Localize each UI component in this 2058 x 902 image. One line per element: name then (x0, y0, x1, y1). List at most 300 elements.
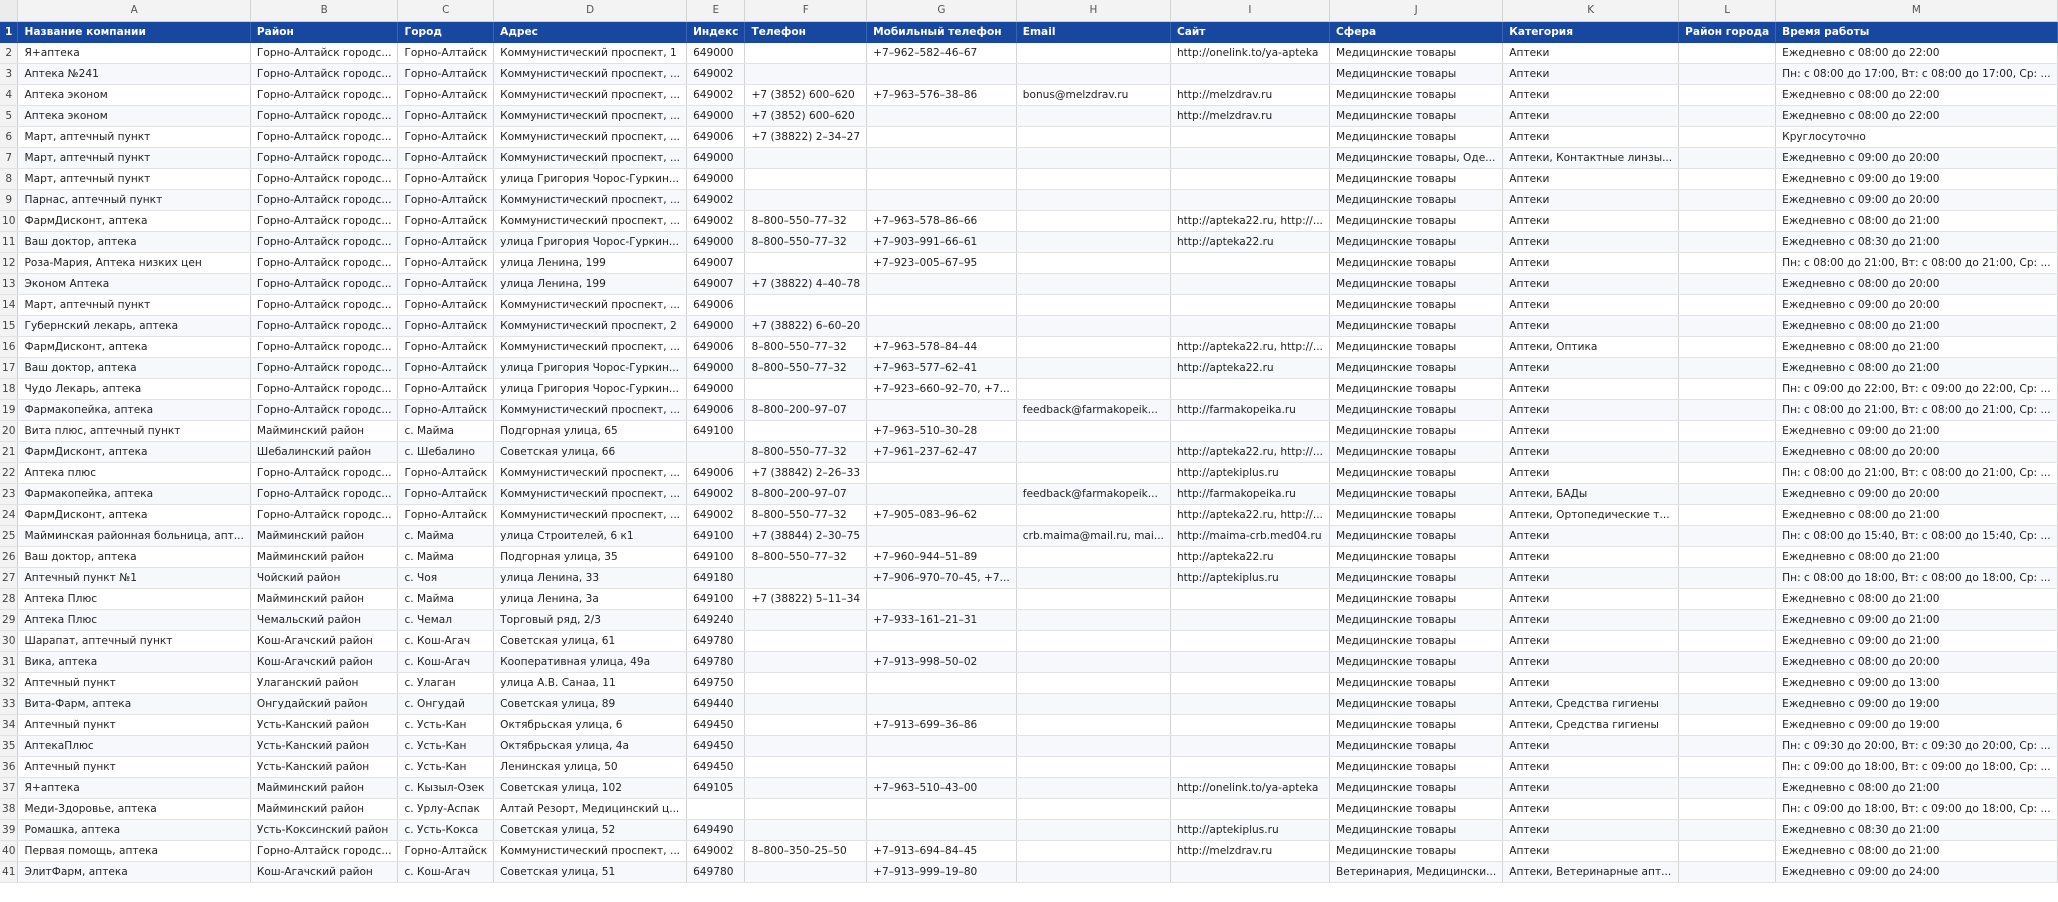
table-cell[interactable]: Медицинские товары (1329, 399, 1502, 420)
table-cell[interactable]: Аптеки (1503, 168, 1679, 189)
table-cell[interactable]: +7 (38844) 2–30–75 (745, 525, 867, 546)
table-cell[interactable] (1016, 756, 1170, 777)
header-cell[interactable]: Сайт (1170, 21, 1329, 42)
table-cell[interactable]: Кош-Агачский район (250, 861, 398, 882)
table-cell[interactable]: http://maima-crb.med04.ru (1170, 525, 1329, 546)
table-cell[interactable]: +7–905–083–96–62 (867, 504, 1017, 525)
table-cell[interactable] (1679, 777, 1776, 798)
table-cell[interactable]: 8–800–550–77–32 (745, 441, 867, 462)
table-cell[interactable]: Ежедневно с 08:00 до 21:00 (1776, 840, 2057, 861)
table-cell[interactable]: Горно-Алтайск (398, 294, 494, 315)
table-cell[interactable] (1016, 105, 1170, 126)
table-cell[interactable]: с. Онгудай (398, 693, 494, 714)
table-cell[interactable]: Аптеки (1503, 189, 1679, 210)
table-cell[interactable] (1016, 546, 1170, 567)
table-cell[interactable]: Ежедневно с 08:30 до 21:00 (1776, 231, 2057, 252)
table-cell[interactable]: +7–903–991–66–61 (867, 231, 1017, 252)
table-cell[interactable]: http://apteka22.ru, http://... (1170, 336, 1329, 357)
table-cell[interactable]: Улаганский район (250, 672, 398, 693)
table-cell[interactable]: Горно-Алтайск (398, 273, 494, 294)
table-cell[interactable] (1679, 504, 1776, 525)
table-cell[interactable]: с. Майма (398, 546, 494, 567)
table-cell[interactable]: Горно-Алтайск городс... (250, 126, 398, 147)
table-cell[interactable]: Вика, аптека (18, 651, 250, 672)
table-cell[interactable]: +7–913–694–84–45 (867, 840, 1017, 861)
table-cell[interactable]: 649006 (687, 399, 745, 420)
table-cell[interactable] (867, 756, 1017, 777)
table-cell[interactable] (1016, 168, 1170, 189)
table-cell[interactable]: Ежедневно с 09:00 до 20:00 (1776, 189, 2057, 210)
table-cell[interactable]: Усть-Канский район (250, 756, 398, 777)
row-number[interactable]: 24 (0, 504, 18, 525)
row-number[interactable]: 23 (0, 483, 18, 504)
table-cell[interactable] (745, 252, 867, 273)
table-cell[interactable] (1016, 189, 1170, 210)
table-cell[interactable]: http://apteka22.ru, http://... (1170, 210, 1329, 231)
table-cell[interactable]: Пн: с 08:00 до 21:00, Вт: с 08:00 до 21:00, Ср: ... (1776, 252, 2057, 273)
table-cell[interactable]: Майминский район (250, 420, 398, 441)
table-cell[interactable]: Март, аптечный пункт (18, 126, 250, 147)
table-cell[interactable]: улица А.В. Санаа, 11 (494, 672, 687, 693)
table-cell[interactable]: Горно-Алтайск городс... (250, 357, 398, 378)
table-cell[interactable]: Чудо Лекарь, аптека (18, 378, 250, 399)
row-number[interactable]: 27 (0, 567, 18, 588)
table-cell[interactable]: Медицинские товары (1329, 546, 1502, 567)
column-header-g[interactable]: G (867, 0, 1017, 21)
table-cell[interactable]: Чемальский район (250, 609, 398, 630)
table-cell[interactable]: Медицинские товары (1329, 588, 1502, 609)
table-cell[interactable]: Горно-Алтайск городс... (250, 294, 398, 315)
table-cell[interactable]: Март, аптечный пункт (18, 294, 250, 315)
table-cell[interactable]: Первая помощь, аптека (18, 840, 250, 861)
table-cell[interactable] (1679, 168, 1776, 189)
table-cell[interactable]: http://farmakopeika.ru (1170, 483, 1329, 504)
table-cell[interactable]: Ежедневно с 09:00 до 24:00 (1776, 861, 2057, 882)
table-cell[interactable] (1679, 105, 1776, 126)
table-cell[interactable] (867, 630, 1017, 651)
table-cell[interactable]: http://apteka22.ru (1170, 357, 1329, 378)
table-cell[interactable]: Аптеки, БАДы (1503, 483, 1679, 504)
table-cell[interactable]: с. Усть-Кокса (398, 819, 494, 840)
table-cell[interactable]: +7–963–510–30–28 (867, 420, 1017, 441)
row-number[interactable]: 6 (0, 126, 18, 147)
table-cell[interactable]: +7–963–578–86–66 (867, 210, 1017, 231)
table-cell[interactable]: +7–913–699–36–86 (867, 714, 1017, 735)
table-cell[interactable] (1679, 693, 1776, 714)
table-cell[interactable]: Пн: с 08:00 до 18:00, Вт: с 08:00 до 18:00, Ср: ... (1776, 567, 2057, 588)
table-cell[interactable]: с. Кызыл-Озек (398, 777, 494, 798)
table-cell[interactable]: Медицинские товары (1329, 63, 1502, 84)
table-cell[interactable]: с. Майма (398, 420, 494, 441)
row-number[interactable]: 34 (0, 714, 18, 735)
table-cell[interactable]: http://melzdrav.ru (1170, 840, 1329, 861)
table-cell[interactable]: Аптеки (1503, 441, 1679, 462)
column-header-a[interactable]: A (18, 0, 250, 21)
table-cell[interactable]: Ваш доктор, аптека (18, 357, 250, 378)
table-cell[interactable]: Коммунистический проспект, 2 (494, 315, 687, 336)
row-number[interactable]: 26 (0, 546, 18, 567)
table-cell[interactable] (1679, 84, 1776, 105)
table-cell[interactable]: Ваш доктор, аптека (18, 231, 250, 252)
table-cell[interactable]: Коммунистический проспект, ... (494, 189, 687, 210)
table-cell[interactable]: Аптеки (1503, 798, 1679, 819)
table-cell[interactable]: Коммунистический проспект, ... (494, 483, 687, 504)
select-all-corner[interactable] (0, 0, 18, 21)
table-cell[interactable]: http://aptekiplus.ru (1170, 462, 1329, 483)
table-cell[interactable] (867, 672, 1017, 693)
table-cell[interactable] (1679, 420, 1776, 441)
table-cell[interactable]: с. Кош-Агач (398, 651, 494, 672)
table-cell[interactable]: Майминский район (250, 777, 398, 798)
table-cell[interactable]: Коммунистический проспект, ... (494, 210, 687, 231)
table-cell[interactable]: feedback@farmakopeik... (1016, 483, 1170, 504)
table-cell[interactable]: Горно-Алтайск городс... (250, 168, 398, 189)
table-cell[interactable]: 649450 (687, 735, 745, 756)
row-number[interactable]: 35 (0, 735, 18, 756)
table-cell[interactable]: Аптеки (1503, 210, 1679, 231)
table-cell[interactable] (1016, 336, 1170, 357)
table-cell[interactable]: http://onelink.to/ya-apteka (1170, 42, 1329, 63)
table-cell[interactable] (1016, 630, 1170, 651)
table-cell[interactable] (867, 399, 1017, 420)
table-cell[interactable]: Коммунистический проспект, ... (494, 399, 687, 420)
table-cell[interactable] (1016, 693, 1170, 714)
table-cell[interactable]: Аптеки, Средства гигиены (1503, 714, 1679, 735)
table-cell[interactable]: Горно-Алтайск (398, 315, 494, 336)
table-cell[interactable]: 649000 (687, 42, 745, 63)
table-cell[interactable] (1016, 609, 1170, 630)
table-cell[interactable]: Аптеки (1503, 777, 1679, 798)
table-cell[interactable]: +7 (3852) 600–620 (745, 84, 867, 105)
table-cell[interactable]: улица Григория Чорос-Гуркин... (494, 357, 687, 378)
table-cell[interactable]: Медицинские товары (1329, 441, 1502, 462)
table-cell[interactable] (1679, 609, 1776, 630)
row-number[interactable]: 3 (0, 63, 18, 84)
table-cell[interactable] (1016, 840, 1170, 861)
table-cell[interactable] (1016, 147, 1170, 168)
table-cell[interactable]: Горно-Алтайск (398, 399, 494, 420)
row-number[interactable]: 5 (0, 105, 18, 126)
table-cell[interactable]: с. Усть-Кан (398, 756, 494, 777)
table-cell[interactable]: Медицинские товары (1329, 84, 1502, 105)
column-header-e[interactable]: E (687, 0, 745, 21)
table-cell[interactable]: Пн: с 09:30 до 20:00, Вт: с 09:30 до 20:00, Ср: ... (1776, 735, 2057, 756)
table-cell[interactable]: Горно-Алтайск (398, 63, 494, 84)
table-cell[interactable]: Март, аптечный пункт (18, 147, 250, 168)
row-number[interactable]: 12 (0, 252, 18, 273)
table-cell[interactable]: Коммунистический проспект, 1 (494, 42, 687, 63)
table-cell[interactable] (1016, 231, 1170, 252)
table-cell[interactable] (1679, 357, 1776, 378)
table-cell[interactable]: 649002 (687, 189, 745, 210)
table-cell[interactable]: Медицинские товары (1329, 42, 1502, 63)
table-cell[interactable]: Медицинские товары (1329, 777, 1502, 798)
table-cell[interactable]: Ежедневно с 08:00 до 20:00 (1776, 651, 2057, 672)
table-cell[interactable] (1170, 168, 1329, 189)
table-cell[interactable]: 649007 (687, 273, 745, 294)
table-cell[interactable]: Кооперативная улица, 49а (494, 651, 687, 672)
table-cell[interactable] (745, 189, 867, 210)
table-cell[interactable]: 649440 (687, 693, 745, 714)
table-cell[interactable]: Вита плюс, аптечный пункт (18, 420, 250, 441)
table-cell[interactable]: Горно-Алтайск городс... (250, 84, 398, 105)
table-cell[interactable]: +7 (3852) 600–620 (745, 105, 867, 126)
table-cell[interactable]: Медицинские товары (1329, 210, 1502, 231)
table-cell[interactable]: +7 (38822) 2–34–27 (745, 126, 867, 147)
table-cell[interactable]: +7–963–510–43–00 (867, 777, 1017, 798)
table-cell[interactable]: 649002 (687, 63, 745, 84)
table-cell[interactable]: 8–800–550–77–32 (745, 231, 867, 252)
table-cell[interactable]: Горно-Алтайск (398, 840, 494, 861)
table-cell[interactable]: Аптеки (1503, 525, 1679, 546)
table-cell[interactable] (1170, 609, 1329, 630)
table-cell[interactable] (1170, 252, 1329, 273)
table-cell[interactable] (1679, 588, 1776, 609)
table-cell[interactable] (1679, 651, 1776, 672)
table-cell[interactable]: http://aptekiplus.ru (1170, 567, 1329, 588)
table-cell[interactable]: с. Майма (398, 588, 494, 609)
row-number[interactable]: 10 (0, 210, 18, 231)
table-cell[interactable]: Горно-Алтайск (398, 84, 494, 105)
table-cell[interactable]: Советская улица, 61 (494, 630, 687, 651)
header-cell[interactable]: Телефон (745, 21, 867, 42)
table-cell[interactable]: Аптеки (1503, 609, 1679, 630)
table-cell[interactable]: 8–800–200–97–07 (745, 399, 867, 420)
table-cell[interactable]: 8–800–550–77–32 (745, 210, 867, 231)
table-cell[interactable] (1016, 567, 1170, 588)
table-cell[interactable]: Ежедневно с 08:00 до 21:00 (1776, 504, 2057, 525)
table-cell[interactable]: +7–906–970–70–45, +7... (867, 567, 1017, 588)
table-cell[interactable]: Медицинские товары (1329, 168, 1502, 189)
column-header-j[interactable]: J (1329, 0, 1502, 21)
table-cell[interactable]: Пн: с 08:00 до 21:00, Вт: с 08:00 до 21:00, Ср: ... (1776, 399, 2057, 420)
table-cell[interactable]: 649006 (687, 126, 745, 147)
table-cell[interactable]: Горно-Алтайск (398, 126, 494, 147)
table-cell[interactable]: 649006 (687, 462, 745, 483)
table-cell[interactable] (1679, 672, 1776, 693)
table-cell[interactable] (745, 651, 867, 672)
table-cell[interactable]: Аптеки, Ветеринарные апт... (1503, 861, 1679, 882)
table-cell[interactable] (1016, 735, 1170, 756)
table-cell[interactable]: http://aptekiplus.ru (1170, 819, 1329, 840)
table-cell[interactable]: Ежедневно с 09:00 до 19:00 (1776, 168, 2057, 189)
table-cell[interactable]: Медицинские товары (1329, 651, 1502, 672)
table-cell[interactable]: 8–800–350–25–50 (745, 840, 867, 861)
table-cell[interactable] (867, 147, 1017, 168)
table-cell[interactable]: Аптеки, Контактные линзы... (1503, 147, 1679, 168)
table-cell[interactable]: Аптека №241 (18, 63, 250, 84)
table-cell[interactable]: Медицинские товары (1329, 567, 1502, 588)
table-cell[interactable]: Аптеки (1503, 105, 1679, 126)
table-cell[interactable]: с. Улаган (398, 672, 494, 693)
table-cell[interactable]: Горно-Алтайск (398, 357, 494, 378)
row-number[interactable]: 1 (0, 21, 18, 42)
table-cell[interactable] (1170, 798, 1329, 819)
table-cell[interactable]: Аптеки (1503, 126, 1679, 147)
row-number[interactable]: 14 (0, 294, 18, 315)
table-cell[interactable]: Горно-Алтайск (398, 483, 494, 504)
table-cell[interactable] (1170, 63, 1329, 84)
table-cell[interactable] (745, 420, 867, 441)
table-cell[interactable] (867, 462, 1017, 483)
row-number[interactable]: 19 (0, 399, 18, 420)
table-cell[interactable]: улица Строителей, 6 к1 (494, 525, 687, 546)
table-cell[interactable] (867, 273, 1017, 294)
table-cell[interactable]: Советская улица, 66 (494, 441, 687, 462)
table-cell[interactable]: Ежедневно с 09:00 до 13:00 (1776, 672, 2057, 693)
table-cell[interactable]: Медицинские товары (1329, 735, 1502, 756)
table-cell[interactable]: 649000 (687, 357, 745, 378)
table-cell[interactable]: с. Кош-Агач (398, 861, 494, 882)
table-cell[interactable]: +7–963–576–38–86 (867, 84, 1017, 105)
table-cell[interactable]: АптекаПлюс (18, 735, 250, 756)
table-cell[interactable]: Ежедневно с 09:00 до 21:00 (1776, 420, 2057, 441)
table-cell[interactable] (1016, 42, 1170, 63)
table-cell[interactable]: Медицинские товары (1329, 420, 1502, 441)
table-cell[interactable]: Медицинские товары (1329, 693, 1502, 714)
table-cell[interactable] (1016, 714, 1170, 735)
table-cell[interactable] (745, 798, 867, 819)
table-cell[interactable]: Коммунистический проспект, ... (494, 147, 687, 168)
table-cell[interactable] (745, 168, 867, 189)
table-cell[interactable]: Ежедневно с 08:00 до 20:00 (1776, 441, 2057, 462)
table-cell[interactable]: 649750 (687, 672, 745, 693)
table-cell[interactable]: Горно-Алтайск (398, 462, 494, 483)
table-cell[interactable] (1679, 294, 1776, 315)
column-header-i[interactable]: I (1170, 0, 1329, 21)
table-cell[interactable] (1679, 630, 1776, 651)
table-cell[interactable]: Онгудайский район (250, 693, 398, 714)
table-cell[interactable]: Аптека эконом (18, 105, 250, 126)
table-cell[interactable]: Медицинские товары (1329, 315, 1502, 336)
table-cell[interactable]: ФармДисконт, аптека (18, 210, 250, 231)
table-cell[interactable]: Горно-Алтайск городс... (250, 42, 398, 63)
row-number[interactable]: 30 (0, 630, 18, 651)
table-cell[interactable]: Медицинские товары (1329, 672, 1502, 693)
table-cell[interactable]: Ежедневно с 08:00 до 21:00 (1776, 210, 2057, 231)
table-cell[interactable]: Аптеки (1503, 546, 1679, 567)
table-cell[interactable]: Горно-Алтайск городс... (250, 273, 398, 294)
table-cell[interactable]: Ваш доктор, аптека (18, 546, 250, 567)
table-cell[interactable] (1170, 588, 1329, 609)
table-cell[interactable]: 649105 (687, 777, 745, 798)
table-cell[interactable]: Горно-Алтайск городс... (250, 483, 398, 504)
row-number[interactable]: 39 (0, 819, 18, 840)
table-cell[interactable]: Ежедневно с 08:00 до 21:00 (1776, 315, 2057, 336)
table-cell[interactable]: Медицинские товары (1329, 189, 1502, 210)
table-cell[interactable]: 649002 (687, 84, 745, 105)
table-cell[interactable]: Ежедневно с 09:00 до 19:00 (1776, 714, 2057, 735)
table-cell[interactable] (1016, 420, 1170, 441)
table-cell[interactable]: Аптеки (1503, 84, 1679, 105)
table-cell[interactable]: 8–800–200–97–07 (745, 483, 867, 504)
table-cell[interactable]: Горно-Алтайск городс... (250, 105, 398, 126)
table-cell[interactable]: с. Чемал (398, 609, 494, 630)
table-cell[interactable]: Горно-Алтайск городс... (250, 504, 398, 525)
table-cell[interactable]: 649240 (687, 609, 745, 630)
header-cell[interactable]: Адрес (494, 21, 687, 42)
row-number[interactable]: 25 (0, 525, 18, 546)
header-cell[interactable]: Мобильный телефон (867, 21, 1017, 42)
table-cell[interactable]: Круглосуточно (1776, 126, 2057, 147)
table-cell[interactable]: Фармакопейка, аптека (18, 483, 250, 504)
table-cell[interactable] (1170, 735, 1329, 756)
table-cell[interactable]: Майминский район (250, 588, 398, 609)
table-cell[interactable]: Усть-Коксинский район (250, 819, 398, 840)
table-cell[interactable]: Ежедневно с 08:00 до 22:00 (1776, 105, 2057, 126)
row-number[interactable]: 4 (0, 84, 18, 105)
table-cell[interactable]: Ветеринария, Медицински... (1329, 861, 1502, 882)
table-cell[interactable]: Медицинские товары (1329, 819, 1502, 840)
table-cell[interactable]: Аптечный пункт №1 (18, 567, 250, 588)
table-cell[interactable]: Ежедневно с 08:00 до 21:00 (1776, 777, 2057, 798)
table-cell[interactable]: 649000 (687, 231, 745, 252)
table-cell[interactable] (1016, 861, 1170, 882)
table-cell[interactable] (1679, 525, 1776, 546)
row-number[interactable]: 28 (0, 588, 18, 609)
table-cell[interactable] (1016, 819, 1170, 840)
table-cell[interactable]: 649780 (687, 630, 745, 651)
table-cell[interactable]: улица Ленина, 199 (494, 273, 687, 294)
table-cell[interactable]: Горно-Алтайск городс... (250, 840, 398, 861)
table-cell[interactable]: +7–923–005–67–95 (867, 252, 1017, 273)
column-header-m[interactable]: M (1776, 0, 2057, 21)
table-cell[interactable]: Советская улица, 52 (494, 819, 687, 840)
table-cell[interactable]: Горно-Алтайск городс... (250, 462, 398, 483)
table-cell[interactable]: Аптеки, Средства гигиены (1503, 693, 1679, 714)
table-cell[interactable]: Горно-Алтайск (398, 336, 494, 357)
row-number[interactable]: 40 (0, 840, 18, 861)
table-cell[interactable] (1016, 462, 1170, 483)
table-cell[interactable]: Советская улица, 51 (494, 861, 687, 882)
table-cell[interactable]: 8–800–550–77–32 (745, 336, 867, 357)
table-cell[interactable] (867, 483, 1017, 504)
table-cell[interactable]: Горно-Алтайск городс... (250, 336, 398, 357)
table-cell[interactable] (1679, 861, 1776, 882)
table-cell[interactable]: Аптеки (1503, 756, 1679, 777)
table-cell[interactable]: 649002 (687, 210, 745, 231)
table-cell[interactable]: 649002 (687, 483, 745, 504)
table-cell[interactable] (1170, 147, 1329, 168)
row-number[interactable]: 15 (0, 315, 18, 336)
header-cell[interactable]: Email (1016, 21, 1170, 42)
table-cell[interactable]: Майминский район (250, 525, 398, 546)
table-cell[interactable] (745, 777, 867, 798)
table-cell[interactable]: Горно-Алтайск городс... (250, 378, 398, 399)
table-cell[interactable]: Майминский район (250, 546, 398, 567)
table-cell[interactable] (1679, 483, 1776, 504)
table-cell[interactable]: 8–800–550–77–32 (745, 504, 867, 525)
row-number[interactable]: 32 (0, 672, 18, 693)
table-cell[interactable]: Аптеки (1503, 588, 1679, 609)
table-cell[interactable]: Аптеки (1503, 651, 1679, 672)
table-cell[interactable] (1016, 273, 1170, 294)
table-cell[interactable] (745, 609, 867, 630)
table-cell[interactable]: +7 (38822) 6–60–20 (745, 315, 867, 336)
table-cell[interactable]: 649780 (687, 861, 745, 882)
table-cell[interactable] (1679, 210, 1776, 231)
table-cell[interactable]: Медицинские товары (1329, 840, 1502, 861)
row-number[interactable]: 7 (0, 147, 18, 168)
table-cell[interactable]: Аптеки (1503, 42, 1679, 63)
table-cell[interactable]: ФармДисконт, аптека (18, 336, 250, 357)
table-cell[interactable] (1679, 756, 1776, 777)
table-cell[interactable]: 649002 (687, 840, 745, 861)
table-cell[interactable]: Коммунистический проспект, ... (494, 84, 687, 105)
table-cell[interactable]: crb.maima@mail.ru, mai... (1016, 525, 1170, 546)
table-cell[interactable] (1170, 714, 1329, 735)
row-number[interactable]: 37 (0, 777, 18, 798)
